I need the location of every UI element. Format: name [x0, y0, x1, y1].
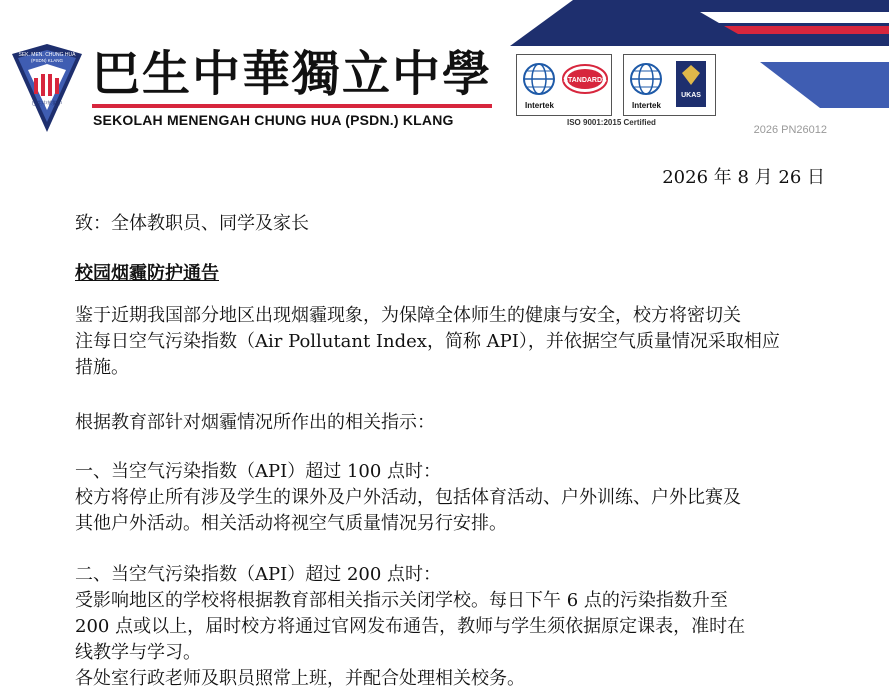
intro-paragraph: [75, 303, 815, 381]
white-stripe: [700, 12, 889, 23]
cert-brand-2: Intertek: [632, 101, 661, 110]
intro-line: 措施。: [75, 357, 129, 378]
section-line: 其他户外活动。相关活动将视空气质量情况另行安排。: [75, 513, 507, 534]
guideline-intro: 根据教育部针对烟霾情况所作出的相关指示：: [75, 412, 435, 433]
letter-title: 校园烟霾防护通告: [75, 263, 219, 284]
section-line: 200 点或以上，届时校方将通过官网发布通告，教师与学生须依据原定课表，准时在: [75, 616, 746, 637]
school-name-underline: [92, 104, 492, 108]
blue-stripe: [760, 62, 889, 108]
school-name-english: SEKOLAH MENENGAH CHUNG HUA (PSDN.) KLANG: [93, 112, 454, 128]
section-heading: 二、当空气污染指数（API）超过 200 点时：: [75, 564, 442, 585]
crest-text-top: SEK. MEN. CHUNG HUA: [18, 52, 76, 58]
school-name-chinese: 巴生中華獨立中學: [92, 46, 493, 102]
section-api-200: [75, 562, 815, 692]
crest-text-mid: (PSDN) KLANG: [30, 58, 64, 63]
section-line: 各处室行政老师及职员照常上班，并配合处理相关校务。: [75, 668, 525, 689]
cert-badge-text: STANDARDS: [563, 77, 607, 84]
red-stripe: [724, 26, 889, 34]
cert-brand-1: Intertek: [525, 101, 554, 110]
school-crest-logo: [10, 42, 84, 134]
section-line: 线教学与学习。: [75, 642, 201, 663]
crest-text-bottom: 巴生中華獨中: [31, 101, 63, 107]
section-heading: 一、当空气污染指数（API）超过 100 点时：: [75, 461, 442, 482]
letter-recipient: 致：全体教职员、同学及家长: [75, 213, 309, 234]
letter-date: 2026 年 8 月 26 日: [662, 167, 825, 188]
intertek-standards-cert: [516, 54, 612, 116]
intro-line: 鉴于近期我国部分地区出现烟霾现象，为保障全体师生的健康与安全，校方将密切关: [75, 305, 741, 326]
section-line: 受影响地区的学校将根据教育部相关指示关闭学校。每日下午 6 点的污染指数升至: [75, 590, 728, 611]
intro-line: 注每日空气污染指数（Air Pollutant Index，简称 API），并依据空气质量情况采取相应: [75, 331, 780, 352]
cert-ukas-text: UKAS: [681, 92, 701, 99]
section-line: 校方将停止所有涉及学生的课外及户外活动，包括体育活动、户外训练、户外比赛及: [75, 487, 741, 508]
iso-certification-label: ISO 9001:2015 Certified: [567, 118, 656, 127]
section-api-100: [75, 459, 815, 537]
reference-number: 2026 PN26012: [753, 124, 827, 136]
intertek-ukas-cert: [623, 54, 716, 116]
